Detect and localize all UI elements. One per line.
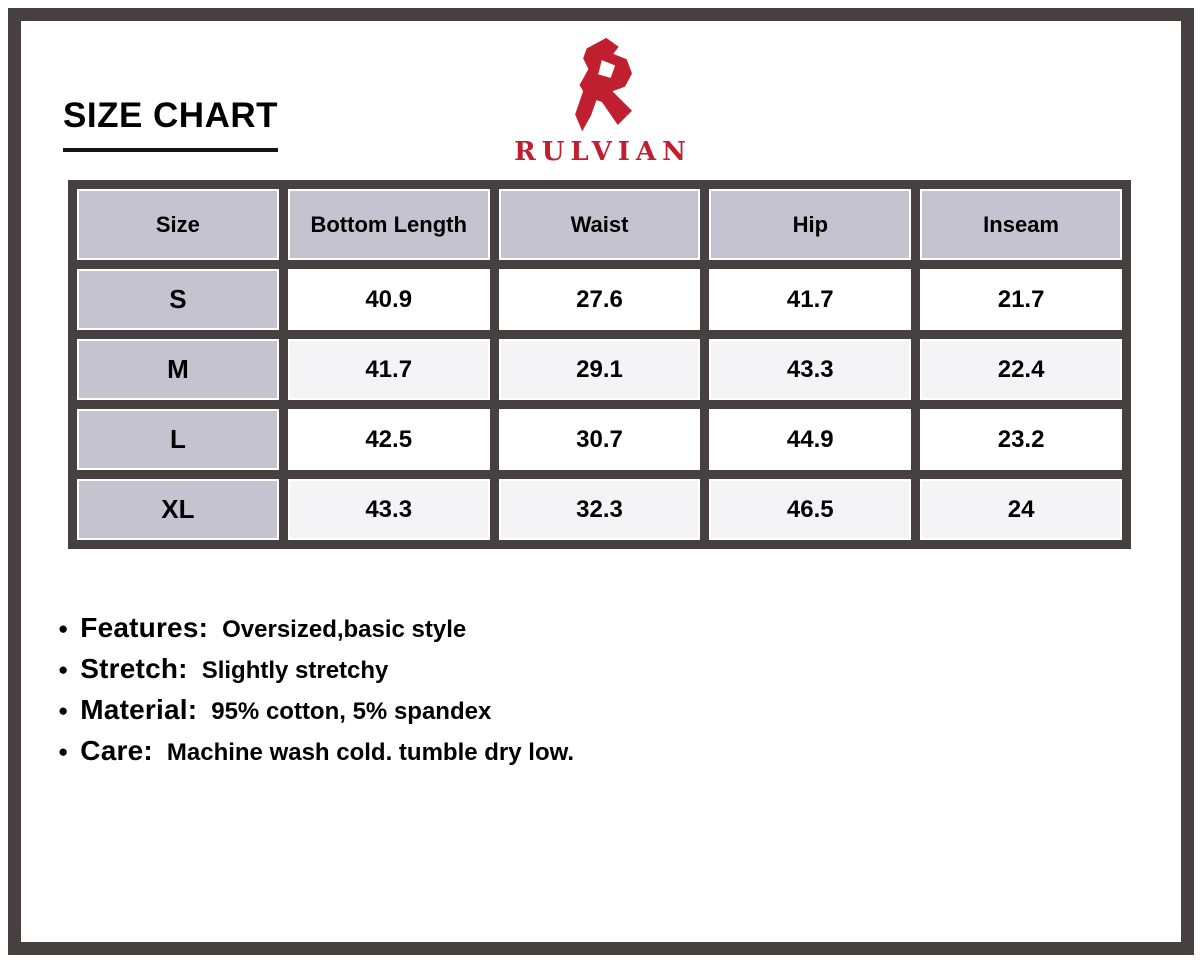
product-details-list bbox=[58, 612, 574, 776]
bullet-icon: ● bbox=[58, 700, 69, 720]
bottom-length-cell: 40.9 bbox=[283, 265, 494, 335]
detail-label: Features: bbox=[80, 612, 209, 643]
size-label-cell: S bbox=[73, 265, 284, 335]
hip-cell: 46.5 bbox=[705, 475, 916, 545]
hip-cell: 44.9 bbox=[705, 405, 916, 475]
inseam-cell: 24 bbox=[916, 475, 1127, 545]
hip-cell: 41.7 bbox=[705, 265, 916, 335]
brand-wordmark: RULVIAN bbox=[514, 137, 692, 167]
detail-value: Oversized,basic style bbox=[222, 616, 467, 643]
table-row-xl bbox=[73, 475, 1127, 545]
size-table bbox=[68, 180, 1131, 549]
detail-item-features bbox=[58, 612, 574, 644]
waist-cell: 32.3 bbox=[494, 475, 705, 545]
column-header-waist: Waist bbox=[494, 185, 705, 265]
size-label-cell: M bbox=[73, 335, 284, 405]
table-row-m bbox=[73, 335, 1127, 405]
bottom-length-cell: 41.7 bbox=[283, 335, 494, 405]
detail-item-care bbox=[58, 735, 574, 767]
bottom-length-cell: 43.3 bbox=[283, 475, 494, 545]
detail-item-stretch bbox=[58, 653, 574, 685]
size-label-cell: XL bbox=[73, 475, 284, 545]
table-row-s bbox=[73, 265, 1127, 335]
waist-cell: 30.7 bbox=[494, 405, 705, 475]
inseam-cell: 22.4 bbox=[916, 335, 1127, 405]
detail-label: Care: bbox=[80, 735, 153, 766]
table-header-row bbox=[73, 185, 1127, 265]
detail-label: Material: bbox=[80, 694, 198, 725]
detail-label: Stretch: bbox=[80, 653, 188, 684]
detail-value: Machine wash cold. tumble dry low. bbox=[166, 739, 575, 766]
table-row-l bbox=[73, 405, 1127, 475]
brand-logo bbox=[0, 36, 1200, 167]
bottom-length-cell: 42.5 bbox=[283, 405, 494, 475]
page-title: SIZE CHART bbox=[63, 96, 278, 152]
detail-value: 95% cotton, 5% spandex bbox=[211, 698, 492, 725]
waist-cell: 29.1 bbox=[494, 335, 705, 405]
rulvian-r-monogram-icon bbox=[560, 36, 640, 134]
column-header-size: Size bbox=[73, 185, 284, 265]
inseam-cell: 23.2 bbox=[916, 405, 1127, 475]
waist-cell: 27.6 bbox=[494, 265, 705, 335]
inseam-cell: 21.7 bbox=[916, 265, 1127, 335]
column-header-bottom-length: Bottom Length bbox=[283, 185, 494, 265]
bullet-icon: ● bbox=[58, 659, 69, 679]
detail-value: Slightly stretchy bbox=[201, 657, 389, 684]
hip-cell: 43.3 bbox=[705, 335, 916, 405]
column-header-inseam: Inseam bbox=[916, 185, 1127, 265]
bullet-icon: ● bbox=[58, 618, 69, 638]
size-label-cell: L bbox=[73, 405, 284, 475]
bullet-icon: ● bbox=[58, 741, 69, 761]
detail-item-material bbox=[58, 694, 574, 726]
column-header-hip: Hip bbox=[705, 185, 916, 265]
